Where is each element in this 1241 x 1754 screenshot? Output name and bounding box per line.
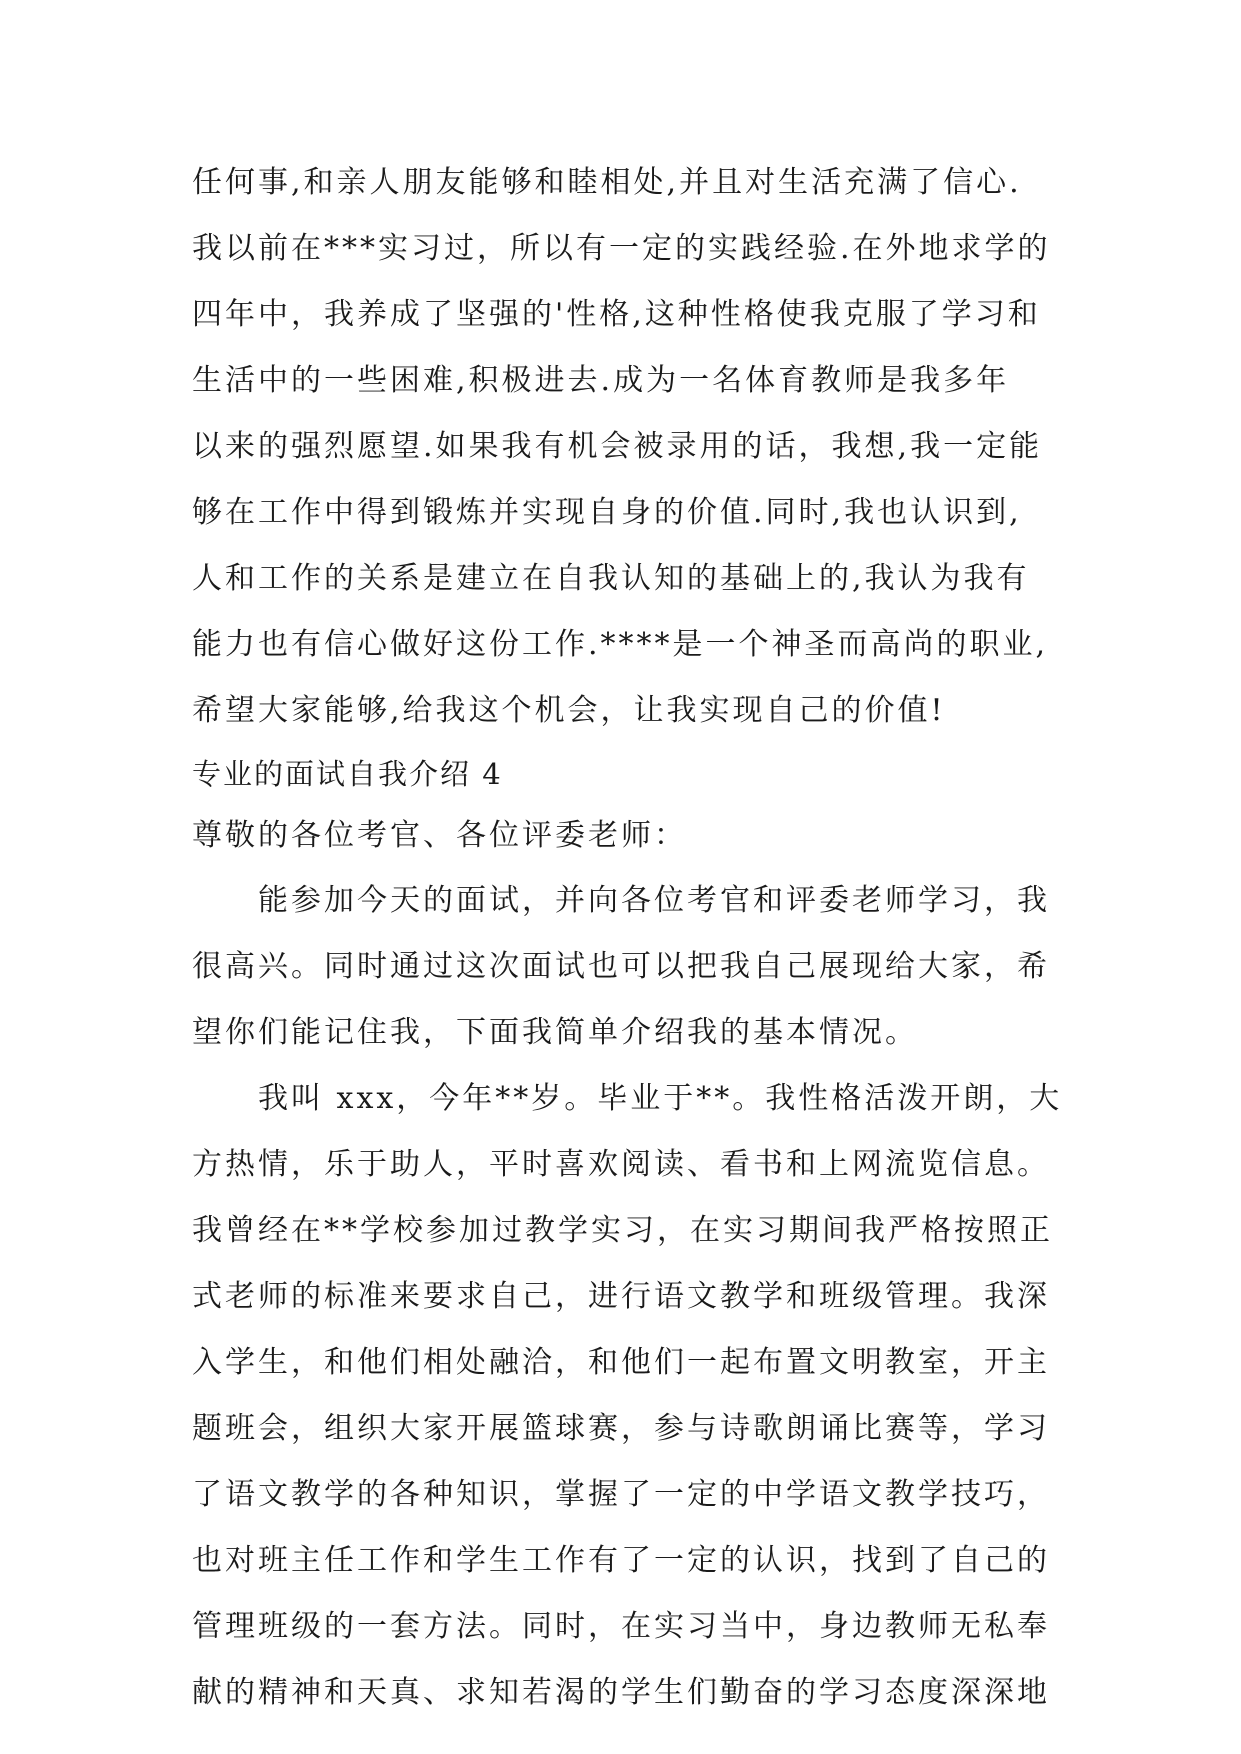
text-line: 我叫 xxx，今年**岁。毕业于**。我性格活泼开朗，大 [258,1081,1063,1116]
text-line: 能参加今天的面试，并向各位考官和评委老师学习，我 [258,883,1050,918]
text-line: 很高兴。同时通过这次面试也可以把我自己展现给大家，希 [192,949,1050,984]
paragraph-continued [192,150,1072,744]
text-line: 够在工作中得到锻炼并实现自身的价值.同时,我也认识到, [192,495,1022,530]
text-line: 任何事,和亲人朋友能够和睦相处,并且对生活充满了信心. [192,165,1022,200]
salutation: 尊敬的各位考官、各位评委老师： [192,818,687,853]
text-line: 式老师的标准来要求自己，进行语文教学和班级管理。我深 [192,1279,1050,1314]
text-line: 了语文教学的各种知识，掌握了一定的中学语文教学技巧， [192,1477,1050,1512]
document-body [192,150,1072,1726]
text-line: 入学生，和他们相处融洽，和他们一起布置文明教室，开主 [192,1345,1050,1380]
text-line: 生活中的一些困难,积极进去.成为一名体育教师是我多年 [192,363,1010,398]
text-line: 能力也有信心做好这份工作.****是一个神圣而高尚的职业, [192,627,1049,662]
text-line: 题班会，组织大家开展篮球赛，参与诗歌朗诵比赛等，学习 [192,1411,1050,1446]
text-line: 人和工作的关系是建立在自我认知的基础上的,我认为我有 [192,561,1030,596]
text-line: 管理班级的一套方法。同时，在实习当中，身边教师无私奉 [192,1609,1050,1644]
paragraph-intro [192,868,1072,1066]
text-line: 希望大家能够,给我这个机会，让我实现自己的价值! [192,693,946,728]
paragraph-background [192,1066,1072,1726]
section-heading: 专业的面试自我介绍 4 [192,757,503,791]
text-line: 我曾经在**学校参加过教学实习，在实习期间我严格按照正 [192,1213,1053,1248]
text-line: 我以前在***实习过，所以有一定的实践经验.在外地求学的 [192,231,1051,266]
text-line: 方热情，乐于助人，平时喜欢阅读、看书和上网流览信息。 [192,1147,1050,1182]
text-line: 献的精神和天真、求知若渴的学生们勤奋的学习态度深深地 [192,1675,1050,1710]
text-line: 也对班主任工作和学生工作有了一定的认识，找到了自己的 [192,1543,1050,1578]
text-line: 四年中，我养成了坚强的'性格,这种性格使我克服了学习和 [192,297,1041,332]
text-line: 以来的强烈愿望.如果我有机会被录用的话，我想,我一定能 [192,429,1043,464]
text-line: 望你们能记住我，下面我简单介绍我的基本情况。 [192,1015,918,1050]
